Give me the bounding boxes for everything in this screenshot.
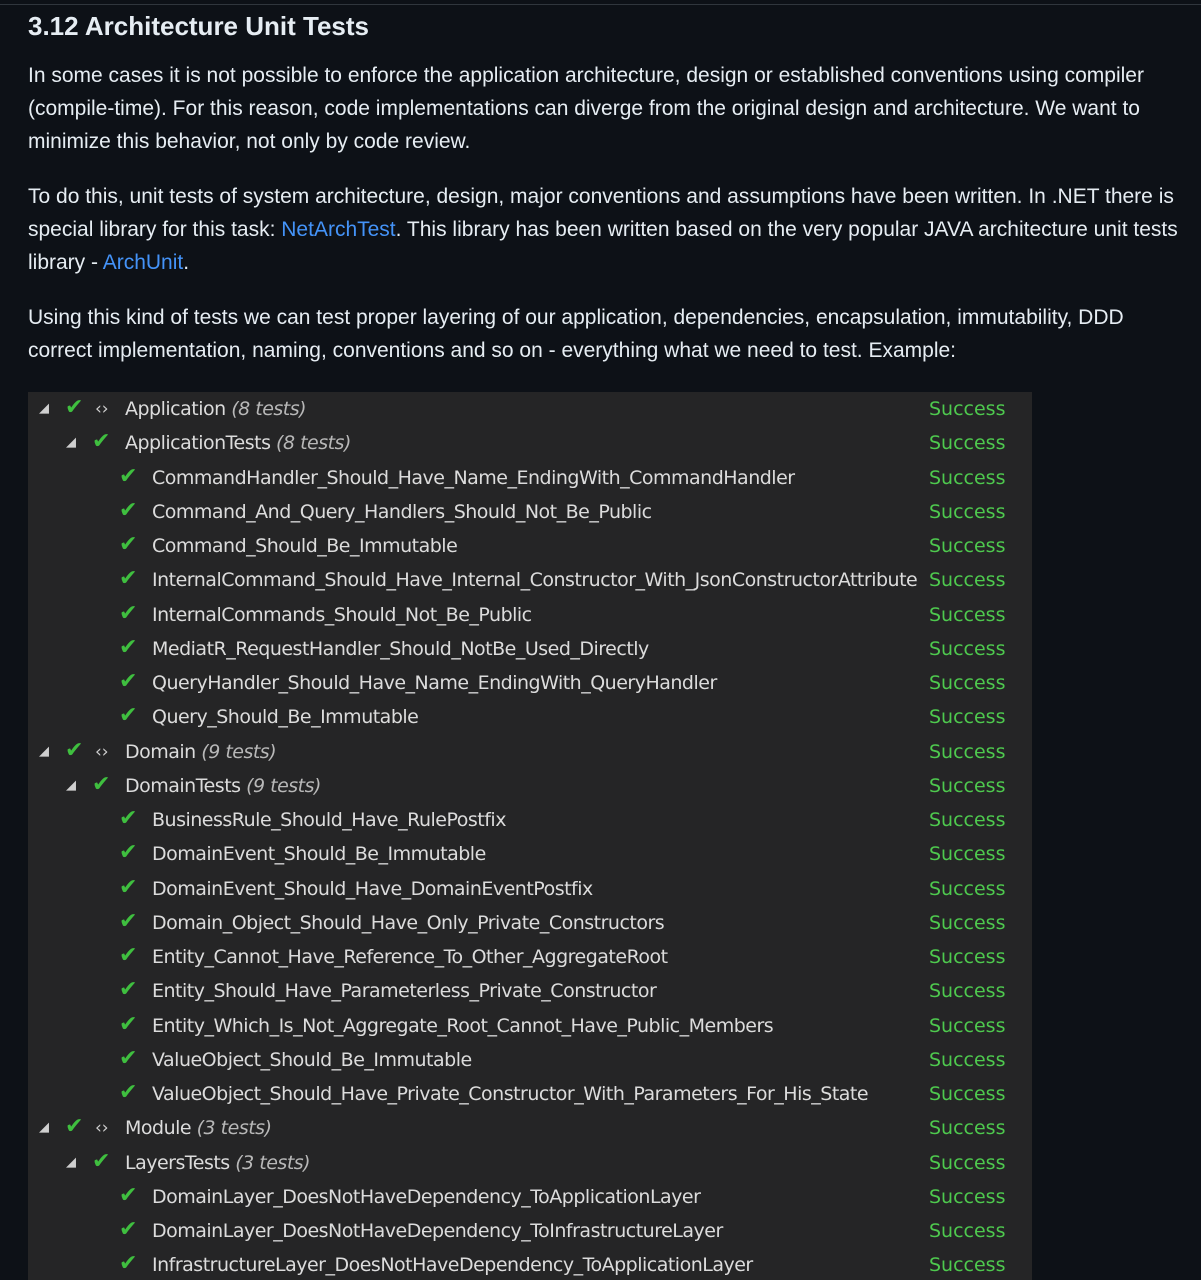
test-status: Success [929, 774, 1006, 797]
test-row [28, 1077, 1032, 1111]
namespace-row [28, 1111, 1032, 1145]
test-name-text: LayersTests [125, 1151, 230, 1174]
paragraph-text: . [183, 251, 190, 274]
test-name-text: Domain [125, 740, 196, 763]
test-name-text: Module [125, 1117, 192, 1140]
test-status: Success [929, 809, 1006, 831]
check-icon: ✔ [119, 874, 138, 900]
test-name [152, 974, 656, 1008]
collapse-triangle-icon: ◢ [66, 1154, 76, 1170]
check-icon: ✔ [119, 1080, 138, 1105]
test-row [28, 632, 1032, 666]
test-count: (3 tests) [196, 1117, 272, 1140]
test-name [152, 495, 652, 529]
test-row [28, 529, 1032, 563]
collapse-triangle-icon: ◢ [39, 1120, 49, 1136]
test-name-text: InternalCommands_Should_Not_Be_Public [152, 603, 532, 626]
check-icon: ✔ [119, 840, 138, 866]
library-paragraph [28, 180, 1178, 279]
test-name-text: Query_Should_Be_Immutable [152, 706, 419, 729]
test-status: Success [929, 603, 1006, 626]
test-name [152, 563, 917, 597]
test-count: (9 tests) [201, 740, 277, 763]
check-icon: ✔ [119, 977, 138, 1003]
test-row [28, 1180, 1032, 1214]
test-status: Success [929, 877, 1006, 900]
check-icon: ✔ [92, 771, 111, 797]
collapse-triangle-icon: ◢ [39, 401, 49, 416]
test-name-text: Entity_Which_Is_Not_Aggregate_Root_Cannot_Have_Public_Members [152, 1014, 774, 1037]
test-name-text: QueryHandler_Should_Have_Name_EndingWith_QueryHandler [152, 672, 717, 694]
namespace-row [28, 392, 1032, 426]
test-status: Success [929, 1117, 1006, 1140]
check-icon: ✔ [119, 1011, 138, 1037]
check-icon: ✔ [119, 1182, 138, 1208]
test-row [28, 666, 1032, 700]
test-name [152, 940, 668, 974]
test-name-text: Command_Should_Be_Immutable [152, 535, 458, 557]
article-content [28, 0, 1178, 367]
test-count: (3 tests) [235, 1151, 311, 1174]
test-name-text: MediatR_RequestHandler_Should_NotBe_Used_Directly [152, 637, 649, 660]
check-icon: ✔ [119, 669, 138, 694]
test-row [28, 563, 1032, 597]
test-name-text: DomainLayer_DoesNotHaveDependency_ToInfrastructureLayer [152, 1220, 723, 1242]
test-status: Success [929, 432, 1006, 455]
test-name [152, 1248, 753, 1280]
check-icon: ✔ [119, 1251, 138, 1277]
test-name-text: Command_And_Query_Handlers_Should_Not_Be_Public [152, 500, 652, 523]
usage-paragraph: Using this kind of tests we can test proper layering of our application, dependencies, encapsulation, immutability, DDD correct implementation, naming, conventions and so on - everything what we need to test. Example: [28, 306, 1124, 362]
test-name [152, 666, 717, 700]
test-name-text: InfrastructureLayer_DoesNotHaveDependency_ToApplicationLayer [152, 1254, 753, 1277]
test-name [152, 1180, 700, 1214]
test-status: Success [929, 911, 1006, 934]
check-icon: ✔ [119, 943, 138, 968]
test-row [28, 495, 1032, 529]
paragraph-text: . This library has been written based on the very popular JAVA architecture unit tests library - [28, 218, 1178, 274]
namespace-braces-icon: ‹› [95, 1118, 109, 1139]
netarchtest-link[interactable]: NetArchTest [281, 218, 396, 241]
check-icon: ✔ [65, 737, 84, 763]
test-status: Success [929, 569, 1006, 592]
test-name-text: BusinessRule_Should_Have_RulePostfix [152, 809, 506, 831]
test-name [152, 461, 795, 495]
test-name-text: CommandHandler_Should_Have_Name_EndingWith_CommandHandler [152, 466, 795, 489]
test-status: Success [929, 1083, 1006, 1105]
test-name [152, 1077, 868, 1111]
test-name [152, 1214, 723, 1248]
test-row [28, 1248, 1032, 1280]
check-icon: ✔ [65, 1114, 84, 1140]
test-row [28, 1043, 1032, 1077]
test-status: Success [929, 1220, 1006, 1242]
test-status: Success [929, 980, 1006, 1003]
check-icon: ✔ [92, 429, 111, 455]
test-name [152, 872, 593, 906]
class-row [28, 426, 1032, 460]
test-name [152, 1009, 773, 1043]
archunit-link[interactable]: ArchUnit [102, 251, 184, 274]
paragraph-text: To do this, unit tests of system architecture, design, major conventions and assumptions have been written. In .NET there is special library for this task: [28, 185, 1174, 241]
check-icon: ✔ [119, 634, 138, 660]
test-row [28, 940, 1032, 974]
test-row [28, 598, 1032, 632]
test-name [152, 803, 506, 837]
test-name [152, 700, 418, 734]
check-icon: ✔ [119, 566, 138, 592]
test-status: Success [929, 672, 1006, 694]
test-explorer-screenshot [28, 392, 1032, 1280]
check-icon: ✔ [119, 497, 138, 523]
test-status: Success [929, 740, 1006, 763]
namespace-braces-icon: ‹› [95, 399, 109, 419]
test-name [152, 632, 649, 666]
collapse-triangle-icon: ◢ [66, 435, 76, 451]
test-name [152, 906, 664, 940]
intro-paragraph: In some cases it is not possible to enforce the application architecture, design or established conventions using compiler (compile-time). For this reason, code implementations can diverge from the original design and architecture. We want to minimize this behavior, not only by code review. [28, 64, 1144, 153]
test-status: Success [929, 637, 1006, 660]
test-status: Success [929, 1048, 1006, 1071]
test-name-text: ValueObject_Should_Have_Private_Constructor_With_Parameters_For_His_State [152, 1083, 869, 1105]
test-row [28, 1214, 1032, 1248]
test-name [125, 1146, 310, 1180]
test-name-text: ValueObject_Should_Be_Immutable [152, 1048, 472, 1071]
test-status: Success [929, 398, 1006, 420]
class-row [28, 1146, 1032, 1180]
test-status: Success [929, 706, 1006, 729]
test-name-text: Application [125, 398, 226, 420]
test-name [125, 735, 276, 769]
check-icon: ✔ [119, 463, 138, 489]
class-row [28, 769, 1032, 803]
test-status: Success [929, 843, 1006, 866]
test-name-text: Domain_Object_Should_Have_Only_Private_Constructors [152, 911, 665, 934]
test-status: Success [929, 1151, 1006, 1174]
check-icon: ✔ [119, 532, 138, 557]
test-row [28, 872, 1032, 906]
test-status: Success [929, 1254, 1006, 1277]
check-icon: ✔ [119, 703, 138, 729]
test-row [28, 700, 1032, 734]
test-name [152, 1043, 472, 1077]
namespace-row [28, 735, 1032, 769]
test-count: (8 tests) [276, 432, 351, 455]
namespace-braces-icon: ‹› [95, 741, 109, 762]
test-name [152, 837, 486, 871]
test-count: (9 tests) [246, 774, 321, 797]
test-name [152, 598, 532, 632]
check-icon: ✔ [92, 1148, 111, 1174]
collapse-triangle-icon: ◢ [39, 743, 49, 759]
test-row [28, 1009, 1032, 1043]
test-name [125, 392, 306, 426]
test-row [28, 461, 1032, 495]
test-count: (8 tests) [231, 398, 307, 420]
check-icon: ✔ [119, 1045, 138, 1071]
test-status: Success [929, 946, 1006, 968]
test-name-text: DomainLayer_DoesNotHaveDependency_ToApplicationLayer [152, 1185, 701, 1208]
check-icon: ✔ [119, 600, 138, 626]
test-row [28, 906, 1032, 940]
test-row [28, 974, 1032, 1008]
collapse-triangle-icon: ◢ [66, 777, 76, 793]
check-icon: ✔ [65, 395, 84, 420]
test-name [125, 1111, 271, 1145]
test-status: Success [929, 1185, 1006, 1208]
test-name-text: ApplicationTests [125, 432, 271, 455]
test-name-text: DomainEvent_Should_Have_DomainEventPostfix [152, 877, 593, 900]
check-icon: ✔ [119, 1217, 138, 1242]
test-name-text: DomainTests [125, 774, 241, 797]
test-status: Success [929, 500, 1006, 523]
check-icon: ✔ [119, 908, 138, 934]
test-status: Success [929, 466, 1006, 489]
test-name-text: Entity_Should_Have_Parameterless_Private_Constructor [152, 980, 657, 1003]
test-name-text: InternalCommand_Should_Have_Internal_Constructor_With_JsonConstructorAttribute [152, 569, 918, 592]
test-name [125, 769, 321, 803]
test-status: Success [929, 1014, 1006, 1037]
section-heading: 3.12 Architecture Unit Tests [28, 11, 369, 41]
test-status: Success [929, 535, 1006, 557]
test-name-text: DomainEvent_Should_Be_Immutable [152, 843, 486, 866]
test-row [28, 837, 1032, 871]
test-name [125, 426, 351, 460]
test-row [28, 803, 1032, 837]
test-name-text: Entity_Cannot_Have_Reference_To_Other_AggregateRoot [152, 946, 668, 968]
test-name [152, 529, 457, 563]
check-icon: ✔ [119, 806, 138, 831]
